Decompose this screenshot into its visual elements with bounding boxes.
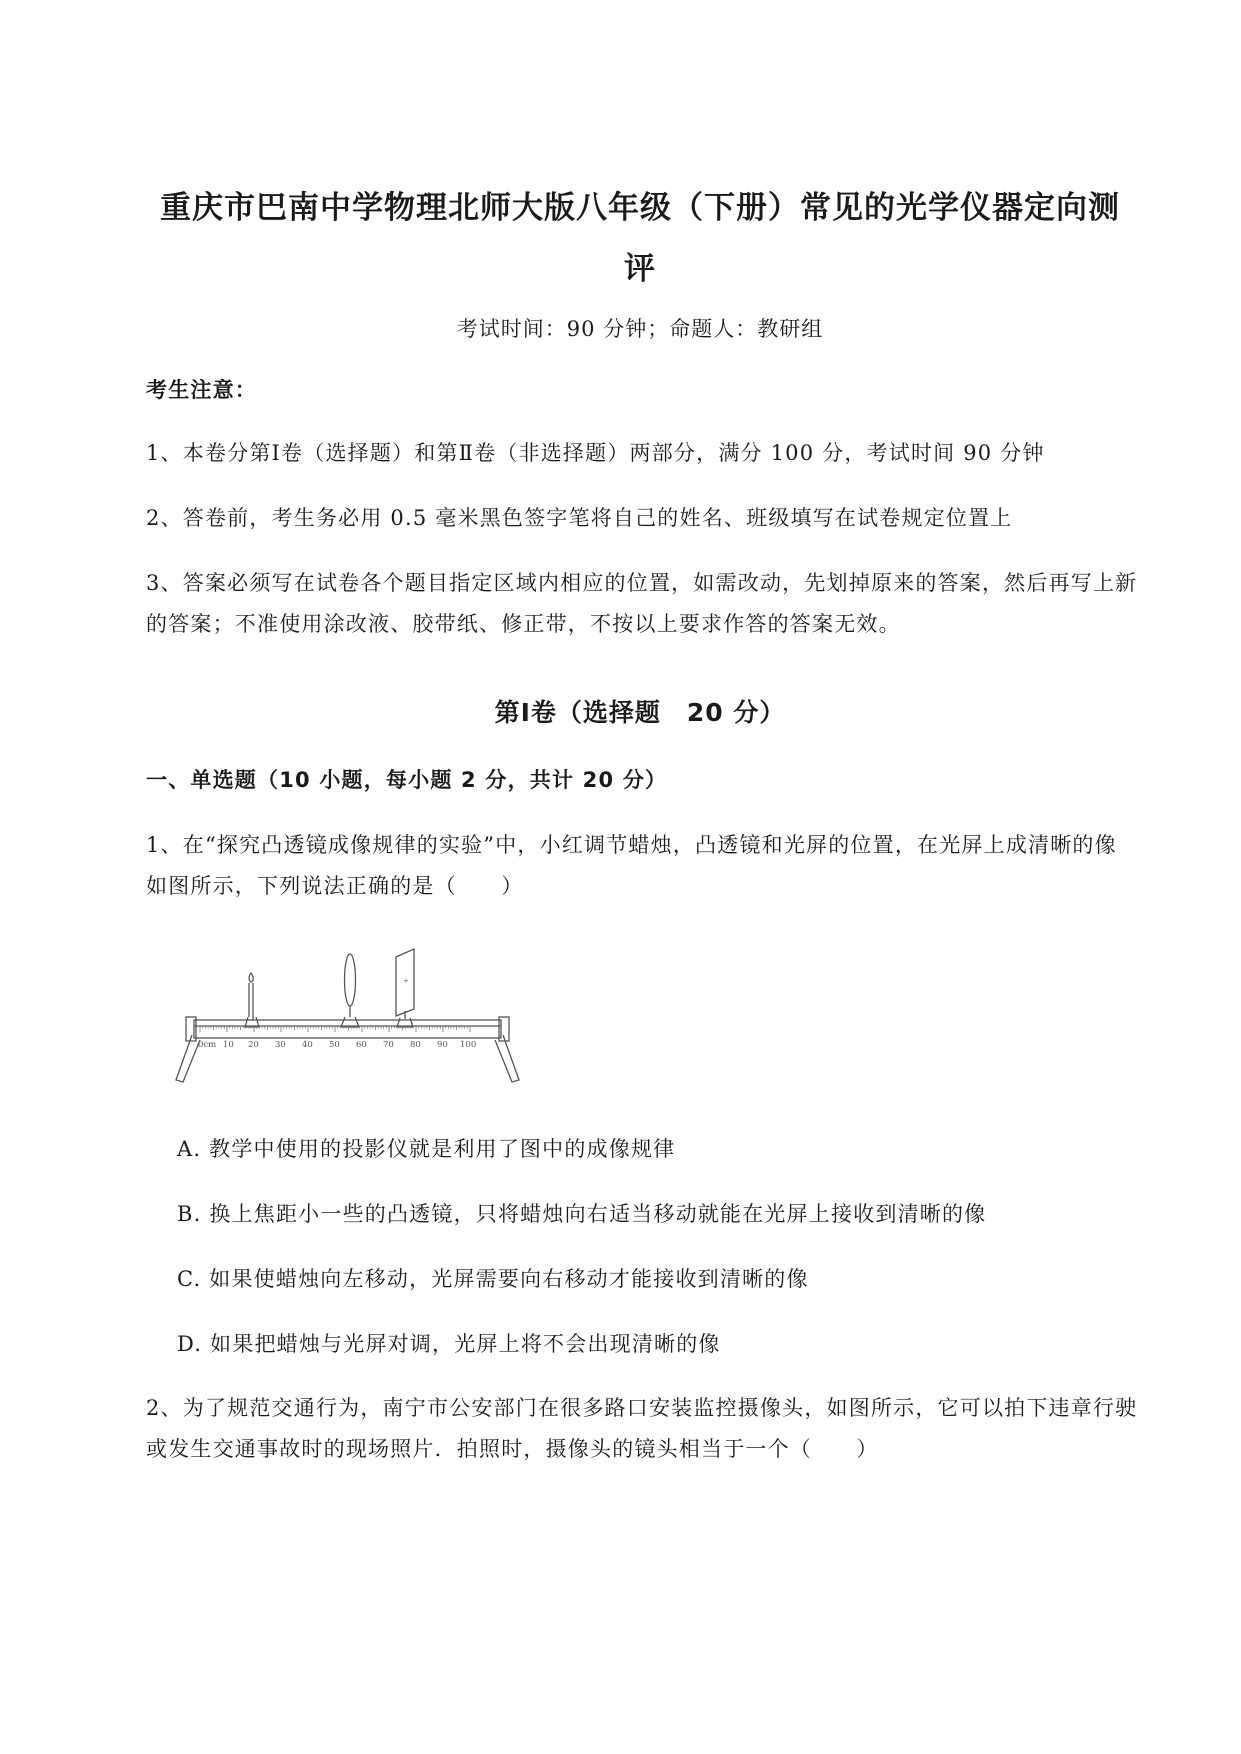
question-1-line1: 1、在“探究凸透镜成像规律的实验”中，小红调节蜡烛，凸透镜和光屏的位置，在光屏上成清晰的像	[146, 833, 1117, 857]
exam-title-line1: 重庆市巴南中学物理北师大版八年级（下册）常见的光学仪器定向测	[160, 190, 1120, 226]
notice-heading: 考生注意：	[146, 378, 257, 402]
ruler-label-40: 40	[302, 1040, 313, 1050]
screen-image-mark: +	[403, 977, 409, 985]
bench-rail	[194, 1020, 501, 1038]
part-heading: 一、单选题（10 小题，每小题 2 分，共计 20 分）	[146, 768, 668, 792]
question-1-option-d: D. 如果把蜡烛与光屏对调，光屏上将不会出现清晰的像	[177, 1332, 721, 1356]
notice-item-3-cont: 的答案；不准使用涂改液、胶带纸、修正带，不按以上要求作答的答案无效。	[146, 612, 901, 636]
convex-lens	[345, 954, 356, 1006]
bench-leg-left	[176, 1035, 200, 1082]
ruler-label-30: 30	[275, 1040, 286, 1050]
ruler-label-60: 60	[356, 1040, 367, 1050]
question-2-line2: 或发生交通事故时的现场照片．拍照时，摄像头的镜头相当于一个（ ）	[146, 1437, 879, 1461]
bench-leg-right	[495, 1035, 519, 1082]
section-title: 第Ⅰ卷（选择题 20 分）	[494, 698, 786, 727]
question-1-option-c: C. 如果使蜡烛向左移动，光屏需要向右移动才能接收到清晰的像	[177, 1267, 809, 1291]
ruler-label-70: 70	[383, 1040, 394, 1050]
exam-subtitle: 考试时间：90 分钟；命题人：教研组	[456, 317, 824, 341]
question-1-option-b: B. 换上焦距小一些的凸透镜，只将蜡烛向右适当移动就能在光屏上接收到清晰的像	[177, 1202, 987, 1226]
notice-item-1: 1、本卷分第Ⅰ卷（选择题）和第Ⅱ卷（非选择题）两部分，满分 100 分，考试时间 90 分钟	[146, 441, 1045, 465]
question-2-line1: 2、为了规范交通行为，南宁市公安部门在很多路口安装监控摄像头，如图所示，它可以拍下违章行驶	[146, 1396, 1138, 1420]
ruler-ticks	[200, 1026, 470, 1032]
question-1-line2: 如图所示，下列说法正确的是（ ）	[146, 874, 524, 898]
candle-flame	[249, 973, 253, 982]
ruler-label-50: 50	[329, 1040, 340, 1050]
ruler-label-90: 90	[437, 1040, 448, 1050]
ruler-label-80: 80	[410, 1040, 421, 1050]
notice-item-2: 2、答卷前，考生务必用 0.5 毫米黑色签字笔将自己的姓名、班级填写在试卷规定位置上	[146, 506, 1013, 530]
ruler-label-0: 0cm	[198, 1040, 217, 1050]
optical-bench-figure	[170, 923, 522, 1085]
ruler-label-100: 100	[460, 1040, 477, 1050]
question-1-option-a: A. 教学中使用的投影仪就是利用了图中的成像规律	[177, 1137, 676, 1161]
ruler-label-20: 20	[248, 1040, 259, 1050]
exam-title-line2: 评	[624, 251, 656, 287]
ruler-label-10: 10	[223, 1040, 234, 1050]
notice-item-3: 3、答案必须写在试卷各个题目指定区域内相应的位置，如需改动，先划掉原来的答案，然后再写上新	[146, 571, 1138, 595]
